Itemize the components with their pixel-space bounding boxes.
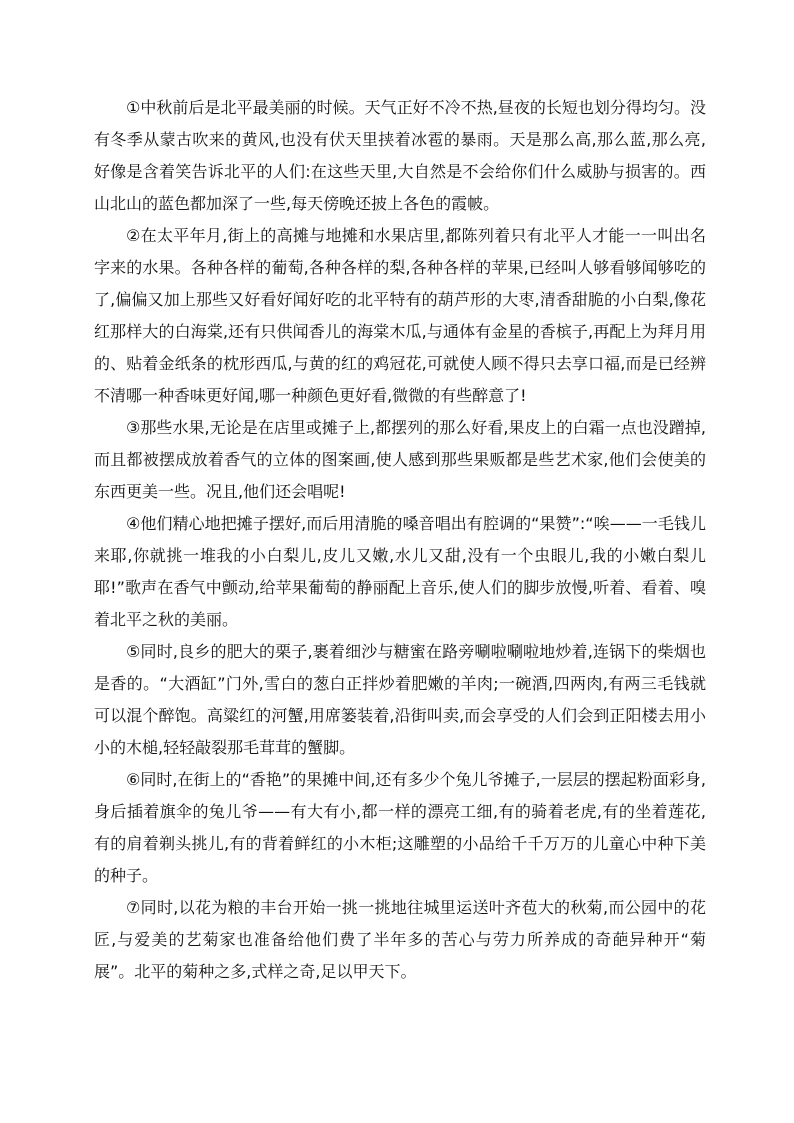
document-body [94, 92, 706, 988]
paragraph-7: ⑦同时,以花为粮的丰台开始一挑一挑地往城里运送叶齐苞大的秋菊,而公园中的花匠,与爱美的艺菊家也准备给他们费了半年多的苦心与劳力所养成的奇葩异种开“菊展”。北平的菊种之多,式样之奇,足以甲天下。 [94, 898, 706, 981]
paragraph-3: ③那些水果,无论是在店里或摊子上,都摆列的那么好看,果皮上的白霜一点也没蹭掉,而且都被摆成放着香气的立体的图案画,使人感到那些果贩都是些艺术家,他们会使美的东西更美一些。况且,他们还会唱呢! [94, 418, 706, 501]
paragraph-2: ②在太平年月,街上的高摊与地摊和水果店里,都陈列着只有北平人才能一一叫出名字来的水果。各种各样的葡萄,各种各样的梨,各种各样的苹果,已经叫人够看够闻够吃的了,偏偏又加上那些又好看好闻好吃的北平特有的葫芦形的大枣,清香甜脆的小白梨,像花红那样大的白海棠,还有只供闻香儿的海棠木瓜,与通体有金星的香槟子,再配上为拜月用的、贴着金纸条的枕形西瓜,与黄的红的鸡冠花,可就使人顾不得只去享口福,而是已经辨不清哪一种香味更好闻,哪一种颜色更好看,微微的有些醉意了! [94, 226, 706, 405]
paragraph-1: ①中秋前后是北平最美丽的时候。天气正好不冷不热,昼夜的长短也划分得均匀。没有冬季从蒙古吹来的黄风,也没有伏天里挟着冰雹的暴雨。天是那么高,那么蓝,那么亮,好像是含着笑告诉北平的人们:在这些天里,大自然是不会给你们什么威胁与损害的。西山北山的蓝色都加深了一些,每天傍晚还披上各色的霞帔。 [94, 98, 706, 213]
paragraph-6: ⑥同时,在街上的“香艳”的果摊中间,还有多少个兔儿爷摊子,一层层的摆起粉面彩身,身后插着旗伞的兔儿爷——有大有小,都一样的漂亮工细,有的骑着老虎,有的坐着莲花,有的肩着剃头挑儿,有的背着鲜红的小木柜;这雕塑的小品给千千万万的儿童心中种下美的种子。 [94, 770, 706, 885]
paragraph-4: ④他们精心地把摊子摆好,而后用清脆的嗓音唱出有腔调的“果赞”:“唉——一毛钱儿来耶,你就挑一堆我的小白梨儿,皮儿又嫩,水儿又甜,没有一个虫眼儿,我的小嫩白梨儿耶!”歌声在香气中颤动,给苹果葡萄的静丽配上音乐,使人们的脚步放慢,听着、看着、嗅着北平之秋的美丽。 [94, 514, 706, 629]
paragraph-5: ⑤同时,良乡的肥大的栗子,裹着细沙与糖蜜在路旁唰啦唰啦地炒着,连锅下的柴烟也是香的。“大酒缸”门外,雪白的葱白正拌炒着肥嫩的羊肉;一碗酒,四两肉,有两三毛钱就可以混个醉饱。高粱红的河蟹,用席篓装着,沿街叫卖,而会享受的人们会到正阳楼去用小小的木槌,轻轻敲裂那毛茸茸的蟹脚。 [94, 642, 706, 757]
